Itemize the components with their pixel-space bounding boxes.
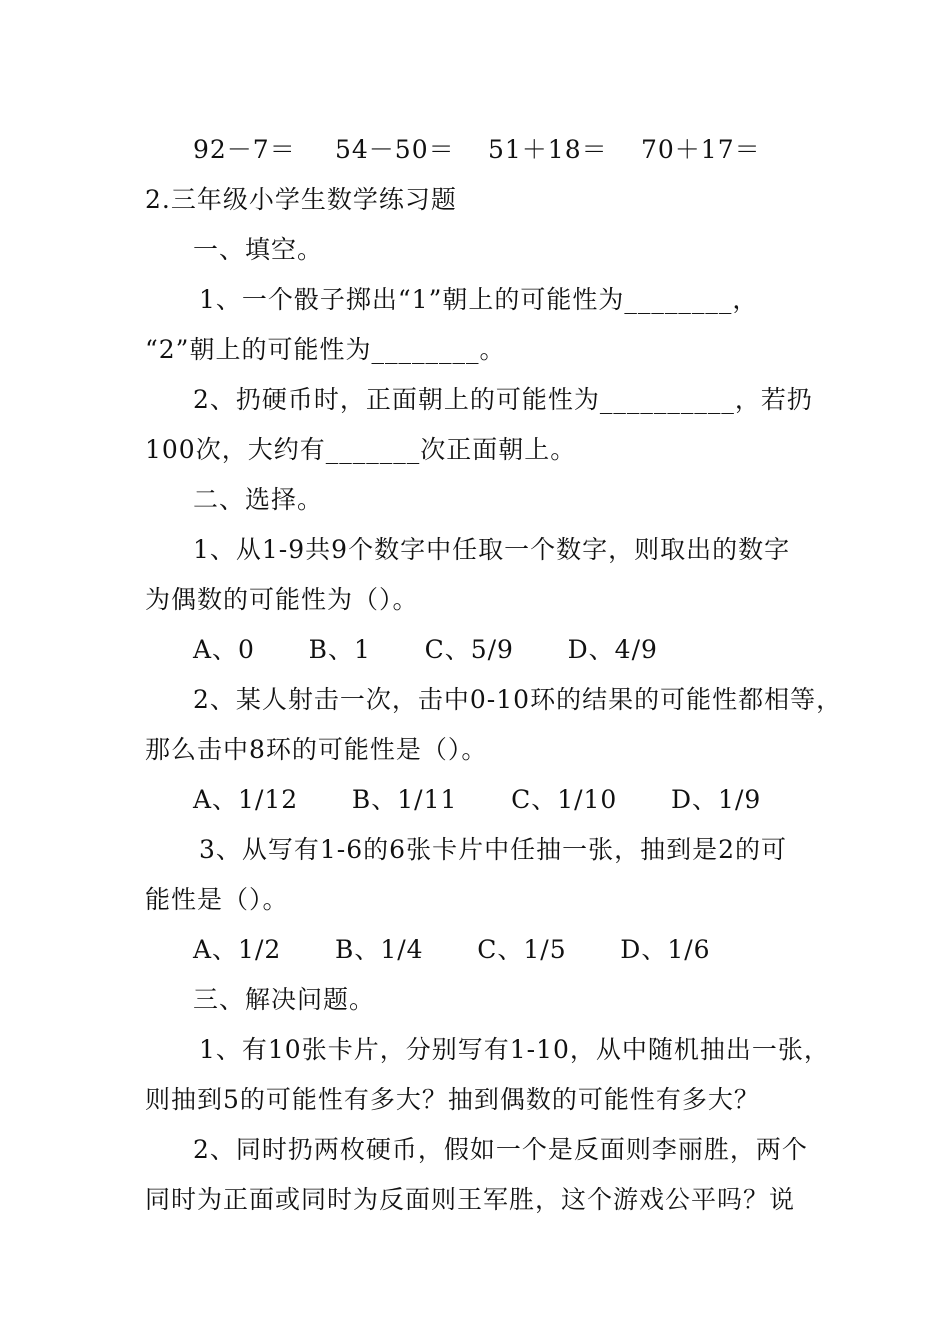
choice-q2-line2: 那么击中8环的可能性是（）。 [145, 735, 488, 764]
choice-q1-line1: 1、从1-9共9个数字中任取一个数字，则取出的数字 [193, 535, 791, 564]
choice-q2-options: A、1/12 B、1/11 C、1/10 D、1/9 [193, 785, 762, 814]
solve-q1-line2: 则抽到5的可能性有多大？抽到偶数的可能性有多大？ [145, 1085, 760, 1114]
fill-q2-line1: 2、扔硬币时，正面朝上的可能性为__________，若扔 [193, 385, 813, 414]
fill-q2-line2: 100次，大约有_______次正面朝上。 [145, 435, 577, 464]
solve-q1-line1: 1、有10张卡片，分别写有1-10，从中随机抽出一张， [199, 1035, 830, 1064]
document-heading: 2.三年级小学生数学练习题 [145, 185, 457, 214]
choice-q1-line2: 为偶数的可能性为（）。 [145, 585, 419, 614]
choice-q3-line1: 3、从写有1-6的6张卡片中任抽一张，抽到是2的可 [199, 835, 787, 864]
choice-q3-options: A、1/2 B、1/4 C、1/5 D、1/6 [193, 935, 711, 964]
fill-q1-line2: “2”朝上的可能性为________。 [145, 335, 506, 364]
arithmetic-item: 54－50＝ [335, 135, 455, 164]
arithmetic-item: 92－7＝ [193, 135, 296, 164]
solve-q2-line1: 2、同时扔两枚硬币，假如一个是反面则李丽胜，两个 [193, 1135, 808, 1164]
fill-q1-line1: 1、一个骰子掷出“1”朝上的可能性为________， [199, 285, 759, 314]
choice-q2-line1: 2、某人射击一次，击中0-10环的结果的可能性都相等， [193, 685, 843, 714]
choice-q3-line2: 能性是（）。 [145, 885, 289, 914]
section-title-fill: 一、填空。 [193, 235, 324, 264]
arithmetic-item: 70＋17＝ [641, 135, 761, 164]
arithmetic-row [0, 135, 950, 165]
solve-q2-line2: 同时为正面或同时为反面则王军胜，这个游戏公平吗？说 [145, 1185, 796, 1214]
arithmetic-item: 51＋18＝ [488, 135, 608, 164]
choice-q1-options: A、0 B、1 C、5/9 D、4/9 [193, 635, 658, 664]
section-title-choice: 二、选择。 [193, 485, 324, 514]
section-title-solve: 三、解决问题。 [193, 985, 376, 1014]
